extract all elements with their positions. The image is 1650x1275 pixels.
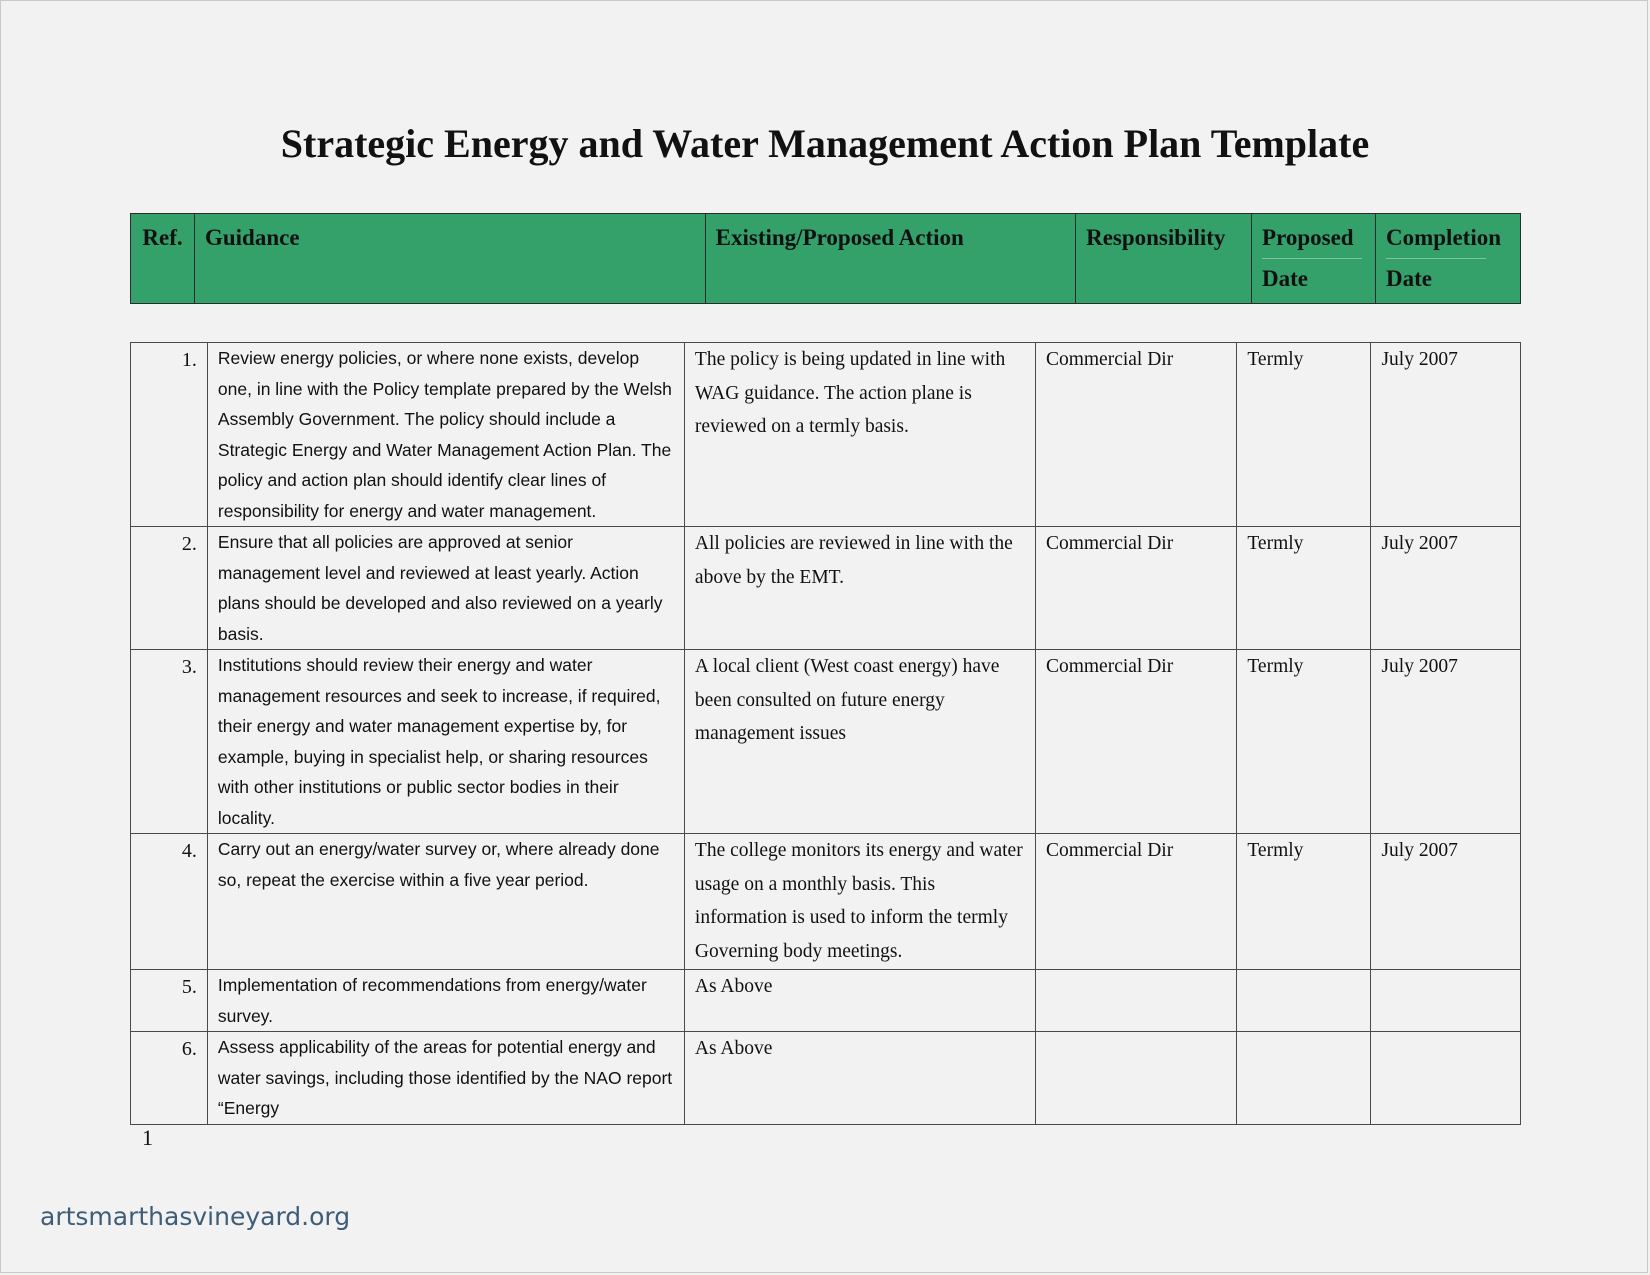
table-row <box>131 1032 1521 1125</box>
cell-guidance: Implementation of recommendations from energy/water survey. <box>207 970 684 1032</box>
cell-ref: 4. <box>131 834 208 970</box>
cell-completion-date: July 2007 <box>1371 527 1521 650</box>
cell-ref: 3. <box>131 650 208 834</box>
header-completion-line2: Date <box>1386 266 1432 291</box>
cell-completion-date <box>1371 970 1521 1032</box>
cell-completion-date: July 2007 <box>1371 343 1521 527</box>
cell-guidance: Review energy policies, or where none exists, develop one, in line with the Policy template prepared by the Welsh Assembly Government. The policy should include a Strategic Energy and Water Management Action Plan. The policy and action plan should identify clear lines of responsibility for energy and water management. <box>207 343 684 527</box>
table-row <box>131 970 1521 1032</box>
table-row <box>131 343 1521 527</box>
table-header <box>130 213 1521 304</box>
cell-guidance: Carry out an energy/water survey or, where already done so, repeat the exercise within a five year period. <box>207 834 684 970</box>
cell-action: A local client (West coast energy) have been consulted on future energy management issues <box>684 650 1035 834</box>
header-responsibility: Responsibility <box>1076 214 1252 304</box>
header-row <box>131 214 1521 304</box>
cell-completion-date <box>1371 1032 1521 1125</box>
cell-action: As Above <box>684 970 1035 1032</box>
cell-action: All policies are reviewed in line with the above by the EMT. <box>684 527 1035 650</box>
cell-ref: 6. <box>131 1032 208 1125</box>
header-divider <box>1386 258 1486 259</box>
cell-responsibility <box>1035 970 1236 1032</box>
cell-proposed-date <box>1237 970 1371 1032</box>
cell-action: As Above <box>684 1032 1035 1125</box>
header-guidance: Guidance <box>194 214 705 304</box>
cell-completion-date: July 2007 <box>1371 650 1521 834</box>
watermark: artsmarthasvineyard.org <box>40 1202 351 1231</box>
header-ref: Ref. <box>131 214 195 304</box>
header-action: Existing/Proposed Action <box>705 214 1075 304</box>
header-completion-date <box>1376 214 1521 304</box>
header-proposed-line1: Proposed <box>1262 225 1354 250</box>
cell-action: The college monitors its energy and water usage on a monthly basis. This information is used to inform the termly Governing body meetings. <box>684 834 1035 970</box>
cell-proposed-date: Termly <box>1237 527 1371 650</box>
cell-guidance: Assess applicability of the areas for potential energy and water savings, including those identified by the NAO report “Energy <box>207 1032 684 1125</box>
header-proposed-line2: Date <box>1262 266 1308 291</box>
table-row <box>131 527 1521 650</box>
cell-responsibility: Commercial Dir <box>1035 343 1236 527</box>
header-completion-line1: Completion <box>1386 225 1501 250</box>
header-divider <box>1262 258 1362 259</box>
cell-proposed-date: Termly <box>1237 834 1371 970</box>
cell-ref: 2. <box>131 527 208 650</box>
cell-ref: 5. <box>131 970 208 1032</box>
cell-responsibility: Commercial Dir <box>1035 527 1236 650</box>
cell-proposed-date <box>1237 1032 1371 1125</box>
cell-action: The policy is being updated in line with WAG guidance. The action plane is reviewed on a termly basis. <box>684 343 1035 527</box>
cell-responsibility: Commercial Dir <box>1035 650 1236 834</box>
cell-completion-date: July 2007 <box>1371 834 1521 970</box>
header-proposed-date <box>1252 214 1376 304</box>
cell-responsibility <box>1035 1032 1236 1125</box>
document-title: Strategic Energy and Water Management Action Plan Template <box>280 121 1370 166</box>
action-plan-table <box>130 342 1521 1125</box>
cell-proposed-date: Termly <box>1237 650 1371 834</box>
table-row <box>131 650 1521 834</box>
cell-guidance: Ensure that all policies are approved at senior management level and reviewed at least yearly. Action plans should be developed and also reviewed on a yearly basis. <box>207 527 684 650</box>
cell-proposed-date: Termly <box>1237 343 1371 527</box>
page-number: 1 <box>142 1125 153 1150</box>
cell-ref: 1. <box>131 343 208 527</box>
cell-responsibility: Commercial Dir <box>1035 834 1236 970</box>
cell-guidance: Institutions should review their energy and water management resources and seek to increase, if required, their energy and water management expertise by, for example, buying in specialist help, or sharing resources with other institutions or public sector bodies in their locality. <box>207 650 684 834</box>
table-row <box>131 834 1521 970</box>
